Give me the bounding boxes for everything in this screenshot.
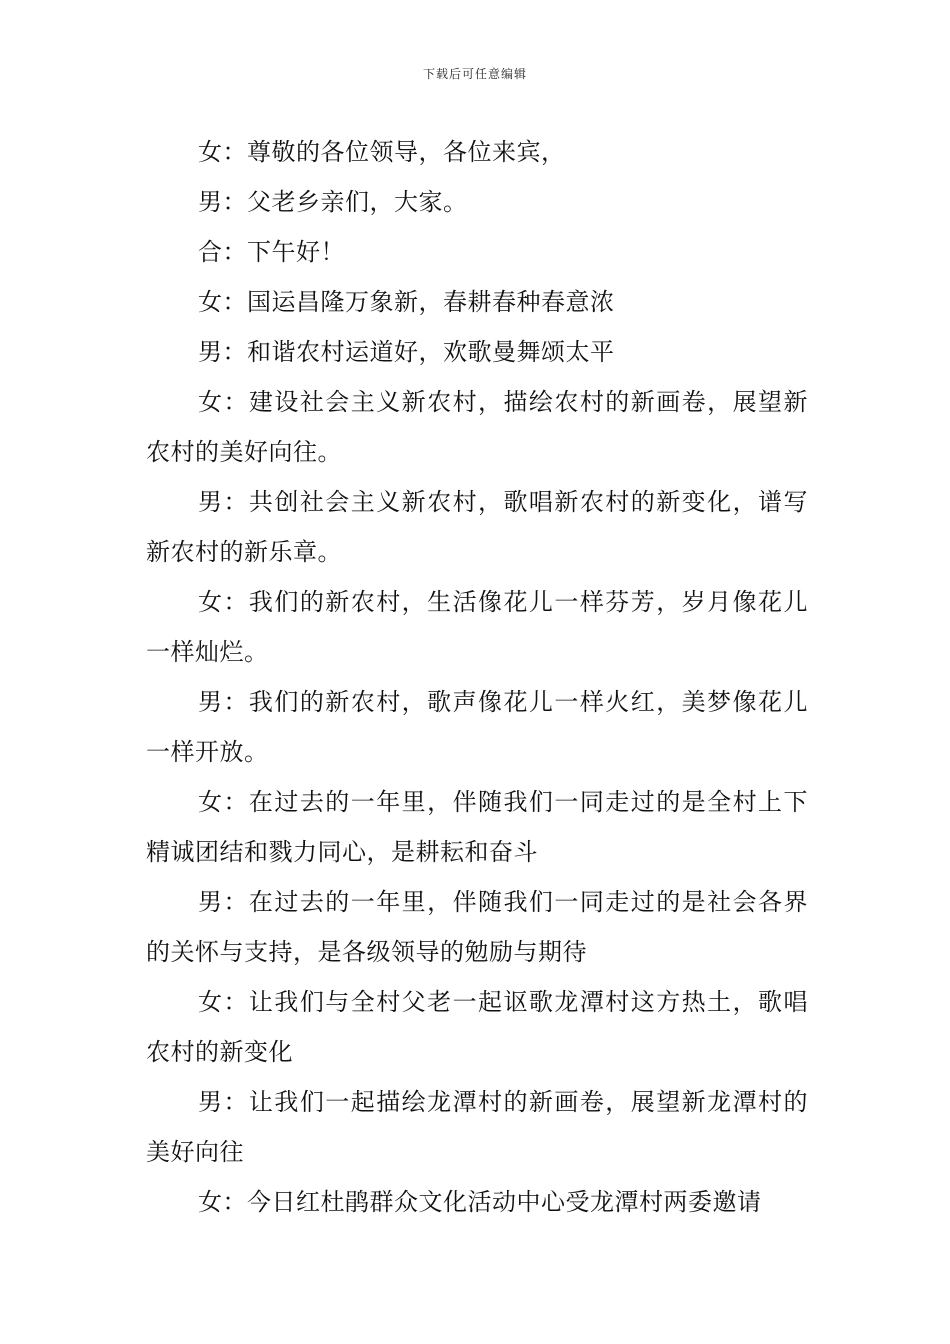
paragraph: 男：和谐农村运道好，欢歌曼舞颂太平: [198, 338, 615, 366]
paragraph: 女：尊敬的各位领导，各位来宾，: [198, 138, 566, 166]
paragraph: 女：国运昌隆万象新，春耕春种春意浓: [198, 288, 615, 316]
paragraph: 男：在过去的一年里，伴随我们一同走过的是社会各界的关怀与支持，是各级领导的勉励与期待: [146, 888, 808, 966]
paragraph: 女：建设社会主义新农村，描绘农村的新画卷，展望新农村的美好向往。: [146, 388, 808, 466]
paragraph: 男：让我们一起描绘龙潭村的新画卷，展望新龙潭村的美好向往: [146, 1088, 808, 1166]
paragraph: 女：在过去的一年里，伴随我们一同走过的是全村上下精诚团结和戮力同心，是耕耘和奋斗: [146, 788, 808, 866]
paragraph: 女：让我们与全村父老一起讴歌龙潭村这方热土，歌唱农村的新变化: [146, 988, 808, 1066]
paragraph: 女：今日红杜鹃群众文化活动中心受龙潭村两委邀请: [198, 1188, 762, 1216]
paragraph: 合：下午好！: [198, 238, 345, 266]
page-header: 下载后可任意编辑: [422, 67, 527, 81]
paragraph: 男：共创社会主义新农村，歌唱新农村的新变化，谱写新农村的新乐章。: [146, 488, 808, 566]
document-body: [146, 127, 808, 1227]
paragraph: 男：父老乡亲们，大家。: [198, 188, 468, 216]
paragraph: 女：我们的新农村，生活像花儿一样芬芳，岁月像花儿一样灿烂。: [146, 588, 808, 666]
paragraph: 男：我们的新农村，歌声像花儿一样火红，美梦像花儿一样开放。: [146, 688, 808, 766]
